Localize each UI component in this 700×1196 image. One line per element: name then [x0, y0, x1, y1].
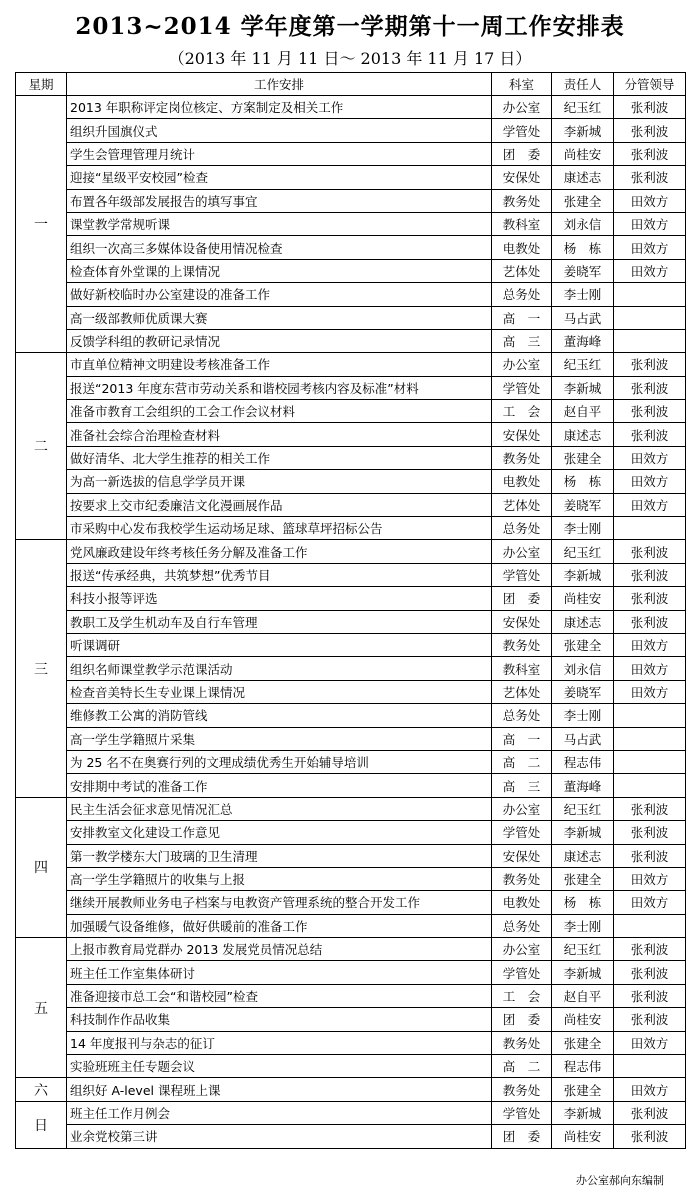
responsible-cell: 董海峰 [552, 329, 614, 352]
department-cell: 电教处 [492, 891, 552, 914]
table-row [16, 563, 686, 586]
department-cell: 团 委 [492, 587, 552, 610]
table-row [16, 1078, 686, 1101]
task-cell: 14 年度报刊与杂志的征订 [67, 1031, 492, 1054]
responsible-cell: 刘永信 [552, 212, 614, 235]
department-cell: 高 一 [492, 727, 552, 750]
responsible-cell: 杨 栋 [552, 236, 614, 259]
responsible-cell: 赵自平 [552, 984, 614, 1007]
responsible-cell: 杨 栋 [552, 470, 614, 493]
task-cell: 维修教工公寓的消防管线 [67, 704, 492, 727]
department-cell: 学管处 [492, 961, 552, 984]
task-cell: 实验班班主任专题会议 [67, 1055, 492, 1078]
table-row [16, 259, 686, 282]
leader-cell: 张利波 [614, 96, 686, 119]
department-cell: 总务处 [492, 283, 552, 306]
leader-cell [614, 517, 686, 540]
responsible-cell: 纪玉红 [552, 540, 614, 563]
department-cell: 教务处 [492, 189, 552, 212]
task-cell: 高一学生学籍照片的收集与上报 [67, 867, 492, 890]
task-cell: 民主生活会征求意见情况汇总 [67, 797, 492, 820]
task-cell: 班主任工作月例会 [67, 1101, 492, 1124]
department-cell: 高 一 [492, 306, 552, 329]
leader-cell: 张利波 [614, 821, 686, 844]
table-header-row [16, 73, 686, 96]
leader-cell: 张利波 [614, 844, 686, 867]
responsible-cell: 李士刚 [552, 704, 614, 727]
leader-cell: 张利波 [614, 587, 686, 610]
leader-cell: 田效方 [614, 189, 686, 212]
date-range-subtitle: （2013 年 11 月 11 日～ 2013 年 11 月 17 日） [168, 49, 532, 68]
task-cell: 课堂教学常规听课 [67, 212, 492, 235]
responsible-cell: 张建全 [552, 189, 614, 212]
task-cell: 安排教室文化建设工作意见 [67, 821, 492, 844]
table-row [16, 1125, 686, 1148]
table-row [16, 517, 686, 540]
leader-cell: 张利波 [614, 610, 686, 633]
task-cell: 报送“2013 年度东营市劳动关系和谐校园考核内容及标准”材料 [67, 376, 492, 399]
table-row [16, 680, 686, 703]
header-leader: 分管领导 [614, 73, 686, 96]
leader-cell [614, 727, 686, 750]
leader-cell: 张利波 [614, 1125, 686, 1148]
leader-cell [614, 283, 686, 306]
task-cell: 做好清华、北大学生推荐的相关工作 [67, 446, 492, 469]
responsible-cell: 纪玉红 [552, 96, 614, 119]
department-cell: 办公室 [492, 797, 552, 820]
task-cell: 加强暖气设备维修，做好供暖前的准备工作 [67, 914, 492, 937]
leader-cell [614, 306, 686, 329]
table-row [16, 891, 686, 914]
responsible-cell: 李新城 [552, 961, 614, 984]
table-row [16, 961, 686, 984]
responsible-cell: 李士刚 [552, 517, 614, 540]
responsible-cell: 尚桂安 [552, 1008, 614, 1031]
responsible-cell: 康述志 [552, 166, 614, 189]
task-cell: 2013 年职称评定岗位核定、方案制定及相关工作 [67, 96, 492, 119]
responsible-cell: 张建全 [552, 1031, 614, 1054]
responsible-cell: 刘永信 [552, 657, 614, 680]
task-cell: 准备迎接市总工会“和谐校园”检查 [67, 984, 492, 1007]
table-row [16, 1055, 686, 1078]
task-cell: 准备市教育工会组织的工会工作会议材料 [67, 400, 492, 423]
department-cell: 办公室 [492, 96, 552, 119]
task-cell: 上报市教育局党群办 2013 发展党员情况总结 [67, 938, 492, 961]
task-cell: 组织好 A-level 课程班上课 [67, 1078, 492, 1101]
leader-cell: 田效方 [614, 1078, 686, 1101]
department-cell: 教务处 [492, 446, 552, 469]
task-cell: 组织一次高三多媒体设备使用情况检查 [67, 236, 492, 259]
leader-cell: 田效方 [614, 470, 686, 493]
leader-cell: 张利波 [614, 400, 686, 423]
responsible-cell: 马占武 [552, 306, 614, 329]
task-cell: 检查音美特长生专业课上课情况 [67, 680, 492, 703]
leader-cell: 张利波 [614, 563, 686, 586]
weekday-cell: 一 [16, 96, 67, 353]
leader-cell: 田效方 [614, 1031, 686, 1054]
table-row [16, 587, 686, 610]
department-cell: 艺体处 [492, 680, 552, 703]
task-cell: 按要求上交市纪委廉洁文化漫画展作品 [67, 493, 492, 516]
task-cell: 班主任工作室集体研讨 [67, 961, 492, 984]
schedule-table [15, 72, 686, 1149]
task-cell: 做好新校临时办公室建设的准备工作 [67, 283, 492, 306]
page-title: 2013~2014 学年度第一学期第十一周工作安排表 [75, 13, 625, 40]
department-cell: 电教处 [492, 236, 552, 259]
leader-cell: 张利波 [614, 1008, 686, 1031]
table-row [16, 376, 686, 399]
table-row [16, 821, 686, 844]
table-row [16, 797, 686, 820]
header-department: 科室 [492, 73, 552, 96]
responsible-cell: 李士刚 [552, 283, 614, 306]
table-row [16, 329, 686, 352]
leader-cell: 田效方 [614, 259, 686, 282]
responsible-cell: 李新城 [552, 821, 614, 844]
task-cell: 反馈学科组的教研记录情况 [67, 329, 492, 352]
table-row [16, 306, 686, 329]
table-row [16, 774, 686, 797]
department-cell: 总务处 [492, 914, 552, 937]
leader-cell: 张利波 [614, 540, 686, 563]
leader-cell: 田效方 [614, 867, 686, 890]
responsible-cell: 程志伟 [552, 1055, 614, 1078]
responsible-cell: 纪玉红 [552, 797, 614, 820]
table-row [16, 867, 686, 890]
leader-cell: 张利波 [614, 423, 686, 446]
task-cell: 党风廉政建设年终考核任务分解及准备工作 [67, 540, 492, 563]
task-cell: 检查体育外堂课的上课情况 [67, 259, 492, 282]
weekday-cell: 四 [16, 797, 67, 937]
leader-cell: 张利波 [614, 797, 686, 820]
responsible-cell: 李士刚 [552, 914, 614, 937]
leader-cell: 田效方 [614, 446, 686, 469]
table-row [16, 540, 686, 563]
department-cell: 教科室 [492, 657, 552, 680]
leader-cell: 田效方 [614, 236, 686, 259]
table-row [16, 657, 686, 680]
department-cell: 安保处 [492, 844, 552, 867]
department-cell: 高 三 [492, 774, 552, 797]
table-row [16, 283, 686, 306]
schedule-body [16, 96, 686, 1149]
responsible-cell: 张建全 [552, 867, 614, 890]
department-cell: 高 三 [492, 329, 552, 352]
responsible-cell: 姜晓军 [552, 259, 614, 282]
table-row [16, 1101, 686, 1124]
task-cell: 高一学生学籍照片采集 [67, 727, 492, 750]
task-cell: 组织升国旗仪式 [67, 119, 492, 142]
responsible-cell: 尚桂安 [552, 587, 614, 610]
table-row [16, 938, 686, 961]
leader-cell: 张利波 [614, 119, 686, 142]
task-cell: 听课调研 [67, 633, 492, 656]
department-cell: 学管处 [492, 376, 552, 399]
table-row [16, 189, 686, 212]
department-cell: 学管处 [492, 563, 552, 586]
table-row [16, 493, 686, 516]
weekday-cell: 三 [16, 540, 67, 797]
leader-cell: 田效方 [614, 633, 686, 656]
task-cell: 教职工及学生机动车及自行车管理 [67, 610, 492, 633]
table-row [16, 984, 686, 1007]
department-cell: 团 委 [492, 1125, 552, 1148]
leader-cell: 田效方 [614, 212, 686, 235]
leader-cell: 田效方 [614, 493, 686, 516]
responsible-cell: 李新城 [552, 563, 614, 586]
leader-cell: 张利波 [614, 353, 686, 376]
table-row [16, 119, 686, 142]
task-cell: 为高一新选拔的信息学学员开课 [67, 470, 492, 493]
leader-cell: 张利波 [614, 984, 686, 1007]
responsible-cell: 董海峰 [552, 774, 614, 797]
leader-cell: 田效方 [614, 680, 686, 703]
task-cell: 迎接“星级平安校园”检查 [67, 166, 492, 189]
table-row [16, 750, 686, 773]
task-cell: 学生会管理管理月统计 [67, 142, 492, 165]
responsible-cell: 李新城 [552, 1101, 614, 1124]
table-row [16, 704, 686, 727]
department-cell: 安保处 [492, 423, 552, 446]
responsible-cell: 姜晓军 [552, 680, 614, 703]
department-cell: 安保处 [492, 166, 552, 189]
task-cell: 业余党校第三讲 [67, 1125, 492, 1148]
department-cell: 办公室 [492, 540, 552, 563]
leader-cell [614, 1055, 686, 1078]
table-row [16, 96, 686, 119]
task-cell: 安排期中考试的准备工作 [67, 774, 492, 797]
department-cell: 安保处 [492, 610, 552, 633]
table-row [16, 1008, 686, 1031]
task-cell: 为 25 名不在奥赛行列的文理成绩优秀生开始辅导培训 [67, 750, 492, 773]
table-row [16, 400, 686, 423]
header-weekday: 星期 [16, 73, 67, 96]
table-row [16, 1031, 686, 1054]
responsible-cell: 马占武 [552, 727, 614, 750]
department-cell: 工 会 [492, 400, 552, 423]
responsible-cell: 康述志 [552, 423, 614, 446]
table-row [16, 633, 686, 656]
leader-cell: 张利波 [614, 376, 686, 399]
responsible-cell: 康述志 [552, 844, 614, 867]
department-cell: 办公室 [492, 938, 552, 961]
leader-cell: 张利波 [614, 142, 686, 165]
responsible-cell: 赵自平 [552, 400, 614, 423]
department-cell: 办公室 [492, 353, 552, 376]
department-cell: 电教处 [492, 470, 552, 493]
responsible-cell: 杨 栋 [552, 891, 614, 914]
leader-cell [614, 704, 686, 727]
task-cell: 高一级部教师优质课大赛 [67, 306, 492, 329]
responsible-cell: 李新城 [552, 119, 614, 142]
responsible-cell: 李新城 [552, 376, 614, 399]
table-row [16, 142, 686, 165]
responsible-cell: 程志伟 [552, 750, 614, 773]
department-cell: 团 委 [492, 142, 552, 165]
leader-cell: 田效方 [614, 891, 686, 914]
header-responsible: 责任人 [552, 73, 614, 96]
table-row [16, 446, 686, 469]
task-cell: 组织名师课堂教学示范课活动 [67, 657, 492, 680]
header-task: 工作安排 [67, 73, 492, 96]
table-row [16, 166, 686, 189]
task-cell: 继续开展教师业务电子档案与电教资产管理系统的整合开发工作 [67, 891, 492, 914]
task-cell: 第一教学楼东大门玻璃的卫生清理 [67, 844, 492, 867]
task-cell: 科技制作作品收集 [67, 1008, 492, 1031]
leader-cell [614, 329, 686, 352]
department-cell: 艺体处 [492, 493, 552, 516]
weekday-cell: 二 [16, 353, 67, 540]
responsible-cell: 尚桂安 [552, 142, 614, 165]
task-cell: 报送“传承经典，共筑梦想”优秀节目 [67, 563, 492, 586]
responsible-cell: 尚桂安 [552, 1125, 614, 1148]
responsible-cell: 姜晓军 [552, 493, 614, 516]
weekday-cell: 日 [16, 1101, 67, 1148]
responsible-cell: 纪玉红 [552, 938, 614, 961]
responsible-cell: 纪玉红 [552, 353, 614, 376]
task-cell: 市直单位精神文明建设考核准备工作 [67, 353, 492, 376]
weekday-cell: 六 [16, 1078, 67, 1101]
responsible-cell: 张建全 [552, 446, 614, 469]
department-cell: 教务处 [492, 633, 552, 656]
department-cell: 工 会 [492, 984, 552, 1007]
table-row [16, 610, 686, 633]
department-cell: 教务处 [492, 1031, 552, 1054]
leader-cell: 张利波 [614, 1101, 686, 1124]
department-cell: 学管处 [492, 821, 552, 844]
table-row [16, 353, 686, 376]
leader-cell [614, 774, 686, 797]
department-cell: 教科室 [492, 212, 552, 235]
table-row [16, 236, 686, 259]
compiled-by-note: 办公室郝向东编制 [576, 1174, 664, 1187]
task-cell: 布置各年级部发展报告的填写事宜 [67, 189, 492, 212]
task-cell: 准备社会综合治理检查材料 [67, 423, 492, 446]
table-row [16, 844, 686, 867]
responsible-cell: 康述志 [552, 610, 614, 633]
department-cell: 高 二 [492, 750, 552, 773]
department-cell: 学管处 [492, 1101, 552, 1124]
leader-cell [614, 914, 686, 937]
leader-cell [614, 750, 686, 773]
table-row [16, 727, 686, 750]
table-row [16, 212, 686, 235]
department-cell: 教务处 [492, 867, 552, 890]
table-row [16, 914, 686, 937]
department-cell: 团 委 [492, 1008, 552, 1031]
department-cell: 教务处 [492, 1078, 552, 1101]
table-row [16, 423, 686, 446]
department-cell: 总务处 [492, 704, 552, 727]
leader-cell: 田效方 [614, 657, 686, 680]
task-cell: 科技小报等评选 [67, 587, 492, 610]
responsible-cell: 张建全 [552, 633, 614, 656]
leader-cell: 张利波 [614, 938, 686, 961]
leader-cell: 张利波 [614, 166, 686, 189]
table-row [16, 470, 686, 493]
department-cell: 高 二 [492, 1055, 552, 1078]
department-cell: 总务处 [492, 517, 552, 540]
leader-cell: 张利波 [614, 961, 686, 984]
task-cell: 市采购中心发布我校学生运动场足球、篮球草坪招标公告 [67, 517, 492, 540]
responsible-cell: 张建全 [552, 1078, 614, 1101]
department-cell: 艺体处 [492, 259, 552, 282]
department-cell: 学管处 [492, 119, 552, 142]
weekday-cell: 五 [16, 938, 67, 1078]
